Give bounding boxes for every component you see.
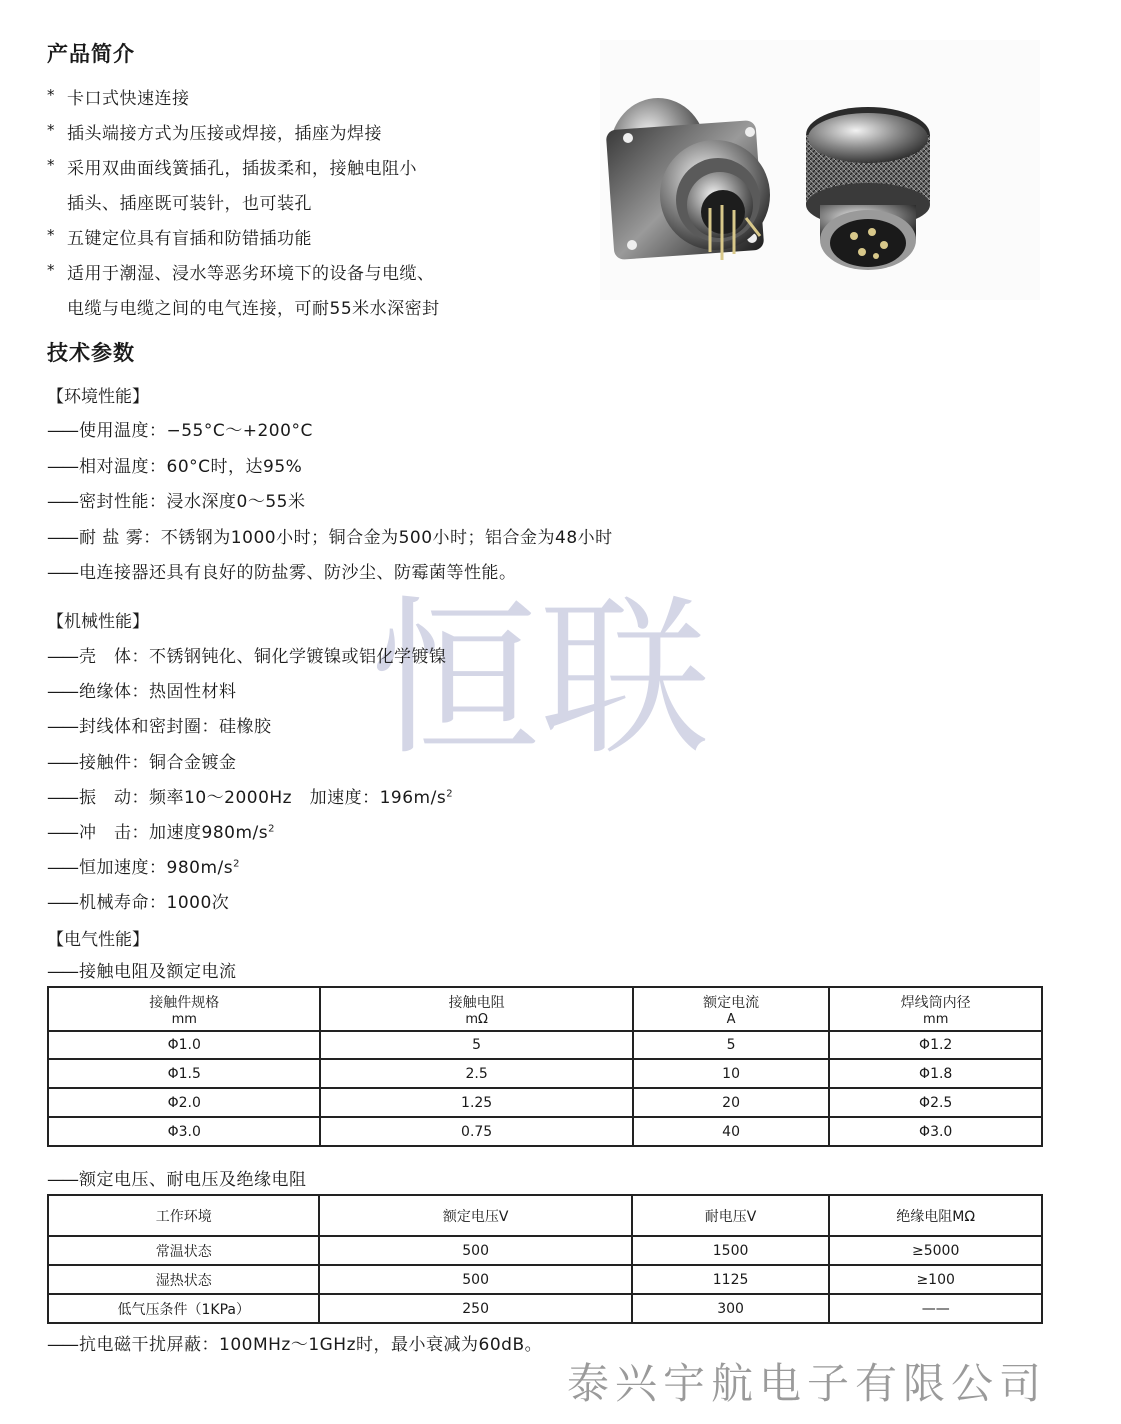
table-cell: Φ3.0: [829, 1117, 1042, 1146]
table-header-row: [48, 987, 1042, 1031]
mech-heading: 【机械性能】: [47, 612, 149, 632]
table-cell: ≥5000: [829, 1236, 1042, 1265]
table-cell: 300: [632, 1294, 830, 1323]
env-heading: 【环境性能】: [47, 387, 149, 407]
mech-item-text: 机械寿命：1000次: [79, 893, 230, 914]
mech-item-text: 绝缘体：热固性材料: [79, 682, 237, 703]
mech-item: [47, 888, 453, 923]
env-item: —— 密封性能：浸水深度0～55米: [47, 487, 613, 523]
mech-item: [47, 783, 453, 818]
mech-item: [47, 748, 453, 783]
table-cell: 10: [633, 1059, 830, 1088]
table-cell: 250: [319, 1294, 631, 1323]
mech-item: [47, 818, 453, 853]
table-row: [48, 1059, 1042, 1088]
table-cell: 2.5: [320, 1059, 632, 1088]
table-row: [48, 1117, 1042, 1146]
table-cell: 5: [320, 1031, 632, 1059]
env-item: —— 电连接器还具有良好的防盐雾、防沙尘、防霉菌等性能。: [47, 558, 613, 594]
table-header-cell: 接触电阻 mΩ: [320, 987, 632, 1031]
bullet-item: * 五键定位具有盲插和防错插功能: [67, 224, 440, 259]
table-cell: ——: [829, 1294, 1042, 1323]
bullet-item: * 卡口式快速连接: [67, 84, 440, 119]
table-cell: 1500: [632, 1236, 830, 1265]
table2-caption: —— 额定电压、耐电压及绝缘电阻: [47, 1165, 307, 1190]
bullet-item: * 插头端接方式为压接或焊接，插座为焊接: [67, 119, 440, 154]
bullet-item: * 采用双曲面线簧插孔，插拔柔和，接触电阻小: [67, 154, 440, 189]
table-header-cell: 工作环境: [48, 1195, 319, 1236]
table-header-cell: 绝缘电阻MΩ: [829, 1195, 1042, 1236]
intro-title: 产品简介: [47, 42, 135, 66]
env-item: —— 相对温度：60°C时，达95%: [47, 452, 613, 488]
table-cell: 500: [319, 1265, 631, 1294]
product-photo: [600, 40, 1040, 300]
superscript: 2: [233, 858, 240, 870]
table-cell: Φ1.8: [829, 1059, 1042, 1088]
table-cell: 40: [633, 1117, 830, 1146]
table-row: [48, 1265, 1042, 1294]
bullet-continuation: 电缆与电缆之间的电气连接，可耐55米水深密封: [67, 299, 440, 319]
mech-item: [47, 712, 453, 747]
table-header-cell: 额定电压V: [319, 1195, 631, 1236]
env-item: —— 耐 盐 雾：不锈钢为1000小时；铜合金为500小时；铝合金为48小时: [47, 523, 613, 559]
intro-bullet-list: [67, 84, 440, 329]
table-cell: 500: [319, 1236, 631, 1265]
table-cell: Φ1.5: [48, 1059, 320, 1088]
voltage-insulation-table: [47, 1194, 1043, 1324]
watermark: 恒联: [370, 581, 711, 779]
table-header-cell: 额定电流 A: [633, 987, 830, 1031]
emi-shielding-note: —— 抗电磁干扰屏蔽：100MHz～1GHz时，最小衰减为60dB。: [47, 1330, 542, 1355]
receptacle-image: [606, 98, 770, 260]
table-header-row: [48, 1195, 1042, 1236]
mech-item-text: 振 动：频率10～2000Hz 加速度：196m/s: [79, 787, 447, 808]
table-cell: ≥100: [829, 1265, 1042, 1294]
mech-item: [47, 642, 453, 677]
table-cell: 1.25: [320, 1088, 632, 1117]
mech-item-text: 壳 体：不锈钢钝化、铜化学镀镍或铝化学镀镍: [79, 647, 447, 667]
mech-item-text: 恒加速度：980m/s: [79, 858, 234, 879]
tech-title: 技术参数: [47, 341, 135, 365]
table-row: [48, 1294, 1042, 1323]
mech-item-text: 接触件：铜合金镀金: [79, 752, 237, 773]
table-row: [48, 1088, 1042, 1117]
table-row: [48, 1236, 1042, 1265]
plug-image: [806, 107, 930, 270]
table-header-cell: 接触件规格 mm: [48, 987, 320, 1031]
table-cell: 1125: [632, 1265, 830, 1294]
bullet-item: * 适用于潮湿、浸水等恶劣环境下的设备与电缆、: [67, 259, 440, 294]
table-cell: Φ2.5: [829, 1088, 1042, 1117]
contact-resistance-table: [47, 986, 1043, 1147]
superscript: 2: [268, 823, 275, 835]
table1-caption: —— 接触电阻及额定电流: [47, 957, 237, 982]
table-cell: 低气压条件（1KPa）: [48, 1294, 319, 1323]
table-cell: 20: [633, 1088, 830, 1117]
table-header-cell: 焊线筒内径 mm: [829, 987, 1042, 1031]
env-list: [47, 416, 613, 594]
env-item: —— 使用温度：−55°C～+200°C: [47, 416, 613, 452]
table-cell: 常温状态: [48, 1236, 319, 1265]
table-cell: 湿热状态: [48, 1265, 319, 1294]
table-cell: Φ2.0: [48, 1088, 320, 1117]
table-row: [48, 1031, 1042, 1059]
mech-item: [47, 677, 453, 712]
company-name: 泰兴宇航电子有限公司: [567, 1359, 1048, 1408]
bullet-continuation: 插头、插座既可装针，也可装孔: [67, 194, 312, 214]
table-cell: Φ1.2: [829, 1031, 1042, 1059]
superscript: 2: [446, 788, 454, 800]
table-cell: Φ3.0: [48, 1117, 320, 1146]
elec-heading: 【电气性能】: [47, 930, 149, 950]
table-cell: 5: [633, 1031, 830, 1059]
mech-list: [47, 642, 453, 924]
table-cell: Φ1.0: [48, 1031, 320, 1059]
mech-item-text: 封线体和密封圈：硅橡胶: [79, 717, 272, 738]
mech-item-text: 冲 击：加速度980m/s: [79, 822, 269, 843]
table-cell: 0.75: [320, 1117, 632, 1146]
table-header-cell: 耐电压V: [632, 1195, 830, 1236]
mech-item: [47, 853, 453, 888]
